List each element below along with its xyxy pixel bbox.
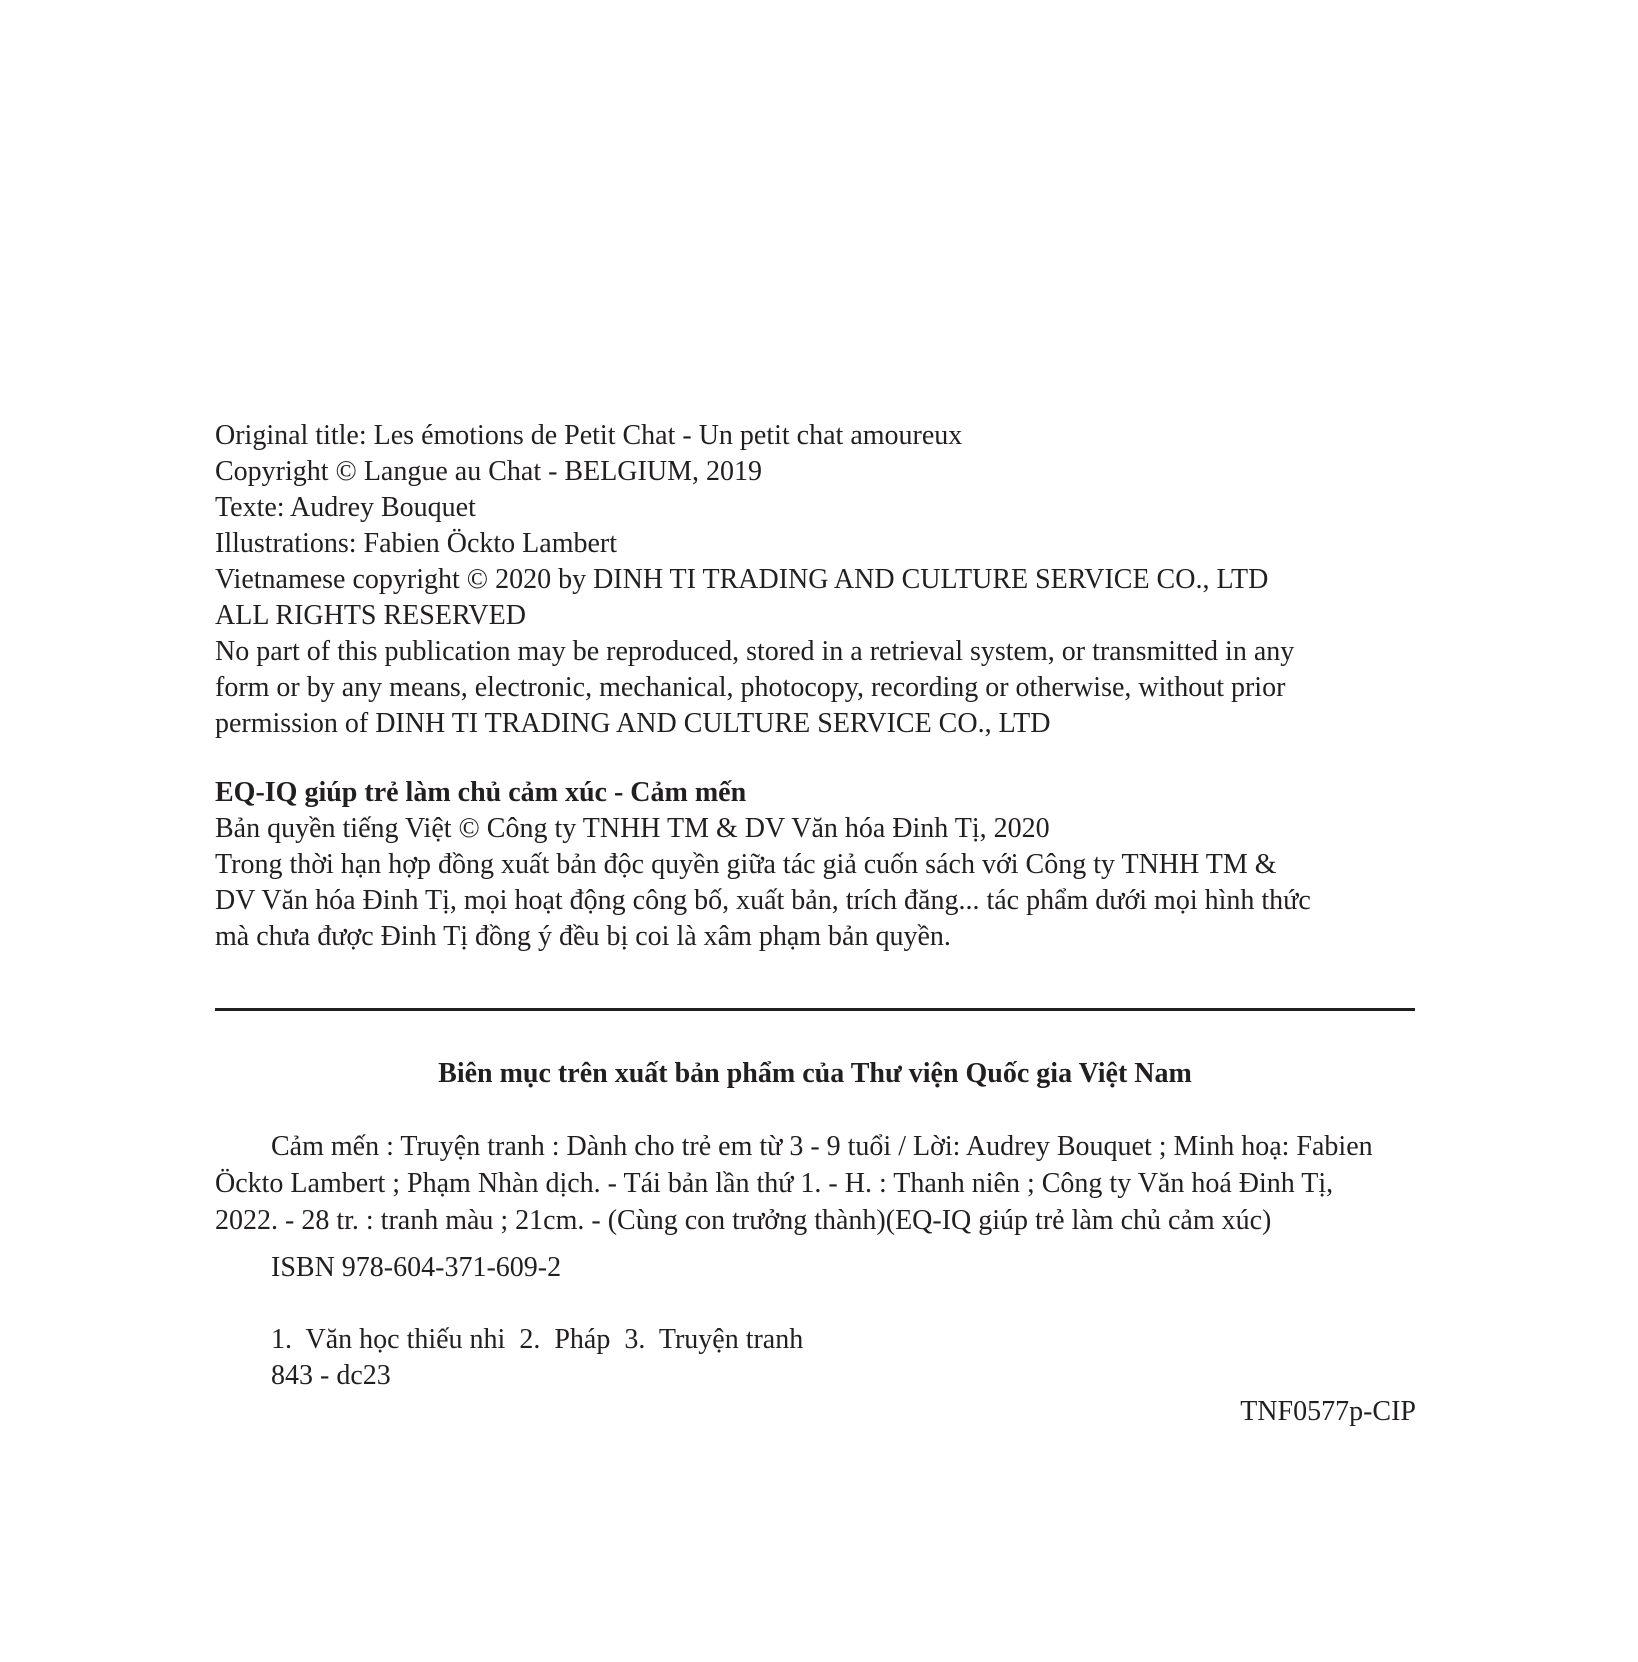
vietnamese-notice xyxy=(215,775,1425,955)
cip-entry-line-3: 2022. - 28 tr. : tranh màu ; 21cm. - (Cùng con trưởng thành)(EQ-IQ giúp trẻ làm chủ cảm xúc) xyxy=(215,1205,1272,1236)
vn-copyright-line: Bản quyền tiếng Việt © Công ty TNHH TM & DV Văn hóa Đinh Tị, 2020 xyxy=(215,813,1050,844)
cip-entry-line-1: Cảm mến : Truyện tranh : Dành cho trẻ em từ 3 - 9 tuổi / Lời: Audrey Bouquet ; Minh hoạ: Fabien xyxy=(271,1131,1373,1162)
classification-number: 843 - dc23 xyxy=(271,1360,391,1391)
copyright-notice xyxy=(215,418,1425,742)
reproduction-notice-line-3: permission of DINH TI TRADING AND CULTURE SERVICE CO., LTD xyxy=(215,708,1051,739)
text-author-line: Texte: Audrey Bouquet xyxy=(215,492,476,523)
book-title: EQ-IQ giúp trẻ làm chủ cảm xúc - Cảm mến xyxy=(215,777,747,808)
vn-notice-line-3: mà chưa được Đinh Tị đồng ý đều bị coi là xâm phạm bản quyền. xyxy=(215,921,951,952)
vietnamese-copyright-line: Vietnamese copyright © 2020 by DINH TI TRADING AND CULTURE SERVICE CO., LTD xyxy=(215,564,1269,595)
cip-entry-line-2: Öckto Lambert ; Phạm Nhàn dịch. - Tái bản lần thứ 1. - H. : Thanh niên ; Công ty Văn hoá Đinh Tị, xyxy=(215,1168,1334,1199)
reproduction-notice-line-1: No part of this publication may be reproduced, stored in a retrieval system, or transmitted in any xyxy=(215,636,1295,667)
original-copyright-line: Copyright © Langue au Chat - BELGIUM, 2019 xyxy=(215,456,762,487)
vn-notice-line-2: DV Văn hóa Đinh Tị, mọi hoạt động công bố, xuất bản, trích đăng... tác phẩm dưới mọi hình thức xyxy=(215,885,1311,916)
section-divider xyxy=(215,1008,1415,1011)
cip-heading: Biên mục trên xuất bản phẩm của Thư viện Quốc gia Việt Nam xyxy=(438,1058,1192,1089)
isbn: ISBN 978-604-371-609-2 xyxy=(271,1252,562,1283)
cip-entry xyxy=(215,1128,1415,1239)
rights-reserved-line: ALL RIGHTS RESERVED xyxy=(215,600,526,631)
original-title-line: Original title: Les émotions de Petit Chat - Un petit chat amoureux xyxy=(215,420,963,451)
cip-subjects xyxy=(271,1322,803,1394)
subject-headings: 1. Văn học thiếu nhi 2. Pháp 3. Truyện tranh xyxy=(271,1324,804,1355)
vn-notice-line-1: Trong thời hạn hợp đồng xuất bản độc quyền giữa tác giả cuốn sách với Công ty TNHH TM & xyxy=(215,849,1277,880)
reproduction-notice-line-2: form or by any means, electronic, mechanical, photocopy, recording or otherwise, without prior xyxy=(215,672,1286,703)
cip-code: TNF0577p-CIP xyxy=(1240,1396,1416,1427)
illustrator-line: Illustrations: Fabien Öckto Lambert xyxy=(215,528,618,559)
